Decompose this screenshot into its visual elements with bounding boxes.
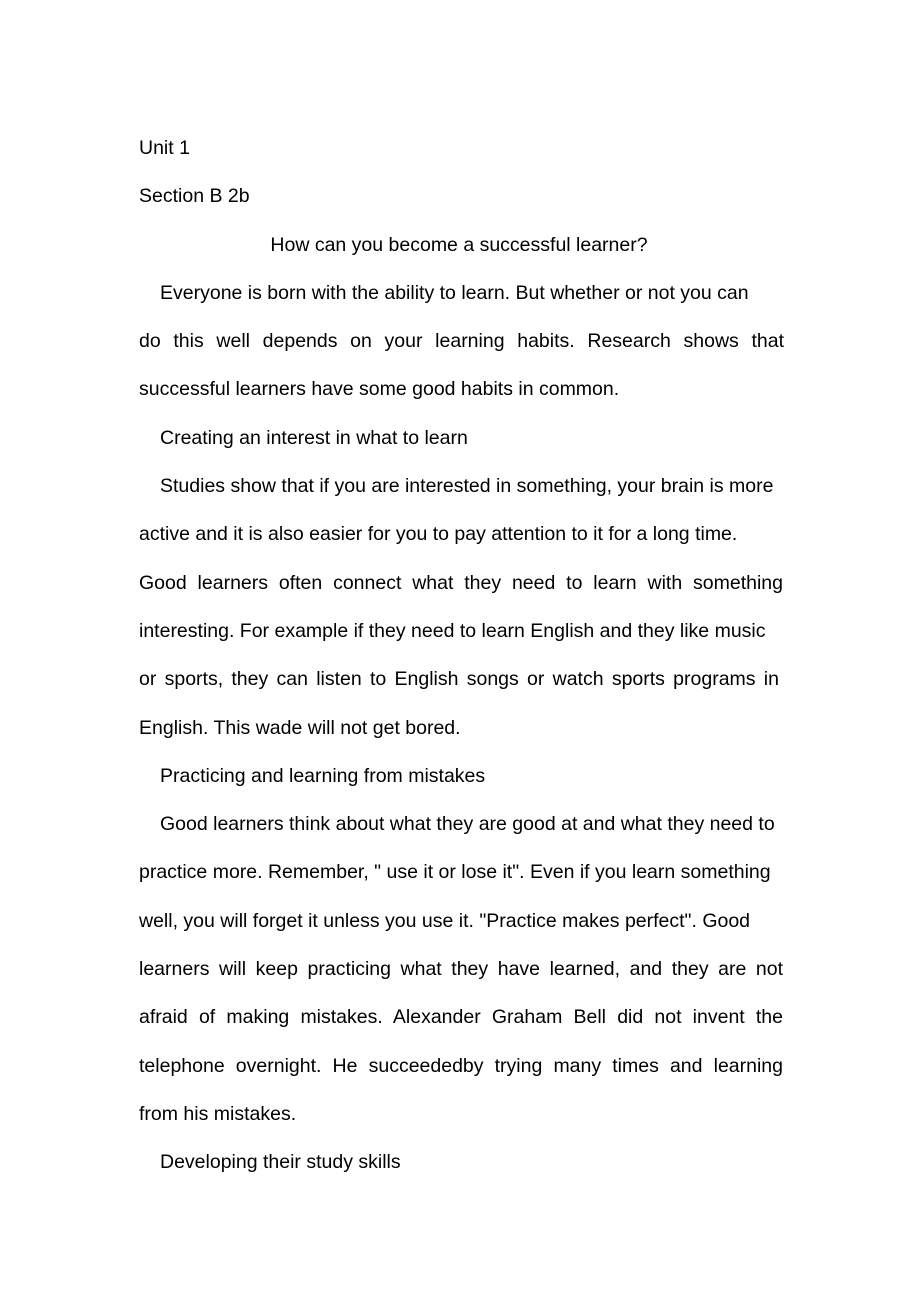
- article-title: How can you become a successful learner?: [270, 233, 648, 256]
- paragraph-line: interesting. For example if they need to learn English and they like music: [139, 619, 766, 642]
- paragraph-line: or sports, they can listen to English songs or watch sports programs in: [139, 668, 779, 691]
- unit-heading: Unit 1: [139, 137, 190, 159]
- paragraph-line: learners will keep practicing what they have learned, and they are not: [139, 958, 783, 981]
- paragraph-line: Studies show that if you are interested in something, your brain is more: [160, 475, 774, 498]
- paragraph-line: Good learners think about what they are good at and what they need to: [160, 813, 775, 836]
- section-heading: Section B 2b: [139, 185, 250, 208]
- subheading-interest: Creating an interest in what to learn: [160, 426, 468, 449]
- paragraph-line: English. This wade will not get bored.: [139, 716, 461, 739]
- subheading-study-skills: Developing their study skills: [160, 1151, 401, 1174]
- paragraph-line: from his mistakes.: [139, 1102, 297, 1125]
- paragraph-line: telephone overnight. He succeededby trying many times and learning: [139, 1054, 783, 1077]
- subheading-mistakes: Practicing and learning from mistakes: [160, 764, 486, 787]
- paragraph-line: afraid of making mistakes. Alexander Graham Bell did not invent the: [139, 1006, 783, 1029]
- paragraph-line: practice more. Remember, " use it or lose it". Even if you learn something: [139, 861, 771, 884]
- paragraph-line: Good learners often connect what they need to learn with something: [139, 571, 783, 594]
- paragraph-line: do this well depends on your learning habits. Research shows that: [139, 330, 784, 353]
- document-body: [139, 124, 799, 1187]
- paragraph-line: Everyone is born with the ability to learn. But whether or not you can: [160, 281, 749, 304]
- paragraph-line: well, you will forget it unless you use it. "Practice makes perfect". Good: [139, 909, 751, 932]
- paragraph-line: successful learners have some good habits in common.: [139, 378, 620, 401]
- paragraph-line: active and it is also easier for you to pay attention to it for a long time.: [139, 523, 738, 546]
